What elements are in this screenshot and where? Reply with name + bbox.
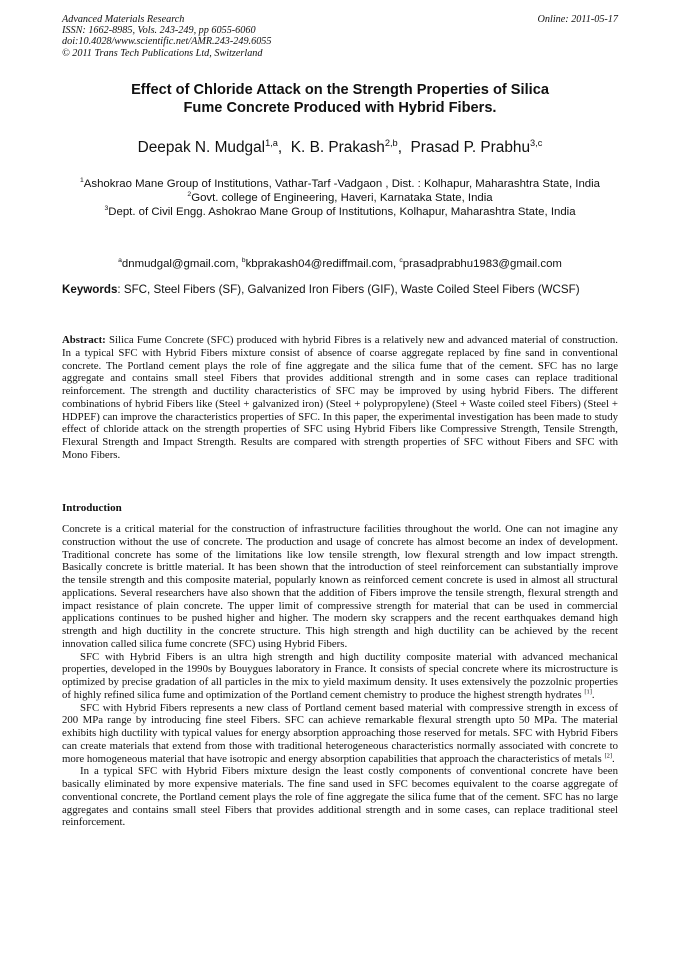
affiliation-superscript: 1 <box>79 177 84 185</box>
online-date: Online: 2011-05-17 <box>537 14 618 25</box>
paragraph-text: SFC with Hybrid Fibers represents a new class of Portland cement based material with compressive strength in excess of 200 MPa range by introducing fine steel Fibers. SFC can achieve remarkable flexural strength upto 50 MPa. The material exhibits high ductility with typical values for energy absorption approaching those reserved for metals. SFC with Hybrid Fibers can create materials that extend from those with traditional heterogeneous characteristics normally associated with concrete to more homogeneous material that have isotropic and energy absorption capabilities that approach the characteristics of metals <box>62 701 618 765</box>
abstract-text: Silica Fume Concrete (SFC) produced with hybrid Fibres is a relatively new and advanced material of construction. In a typical SFC with Hybrid Fibers mixture consist of absence of coarse aggregate replaced by fine sand in conventional concrete. The Portland cement plays the role of fine aggregate and the silica fume that of the cement. SFC has no large aggregate and contains small steel Fibers that provides additional strength and in some cases can replace traditional reinforcement. The strength and ductility characteristics of SFC may be improved by using hybrid Fibers. The different combinations of hybrid Fibers like (Steel + galvanized iron) (Steel + polypropylene) (Steel + Waste coiled steel Fibers) (Steel + HDPEF) can improve the characteristics properties of SFC. In this paper, the experimental investigation has been made to study effect of chloride attack on the strength properties of SFC using Hybrid Fibers like Compressive Strength, Tensile Strength, Flexural Strength and Impact Strength. Results are compared with strength properties of SFC without Fibers and SFC with Mono Fibers. <box>62 334 618 461</box>
affiliation-2 <box>62 191 618 205</box>
journal-header <box>62 14 618 59</box>
affiliation-1 <box>62 177 618 191</box>
journal-doi: doi:10.4028/www.scientific.net/AMR.243-249.6055 <box>62 36 272 48</box>
paragraph-text: SFC with Hybrid Fibers is an ultra high strength and high ductility composite material with advanced mechanical properties, developed in the 1990s by Bouygues laboratory in France. It consists of special concrete where its microstructure is optimized by precise gradation of all particles in the mix to yield maximum density. It uses extensively the pozzolnic properties of highly refined silica fume and optimization of the Portland cement chemistry to produce the highest strength hydrates <box>62 650 618 701</box>
email-superscript: c <box>399 257 403 265</box>
title-line-2: Fume Concrete Produced with Hybrid Fibers. <box>183 99 497 116</box>
affiliation-text: Govt. college of Engineering, Haveri, Karnataka State, India <box>191 192 493 205</box>
paragraph: In a typical SFC with Hybrid Fibers mixture design the least costly components of conventional concrete have been basically eliminated by more expensive materials. The fine sand used in SFC becomes equivalent to the coarse aggregate of conventional concrete, the Portland cement plays the role of fine aggregate the silica fume that of the cement. SFC has no large aggregates and contains small steel Fibers that provides additional strength and in some cases, can replace traditional steel reinforcement. <box>62 765 618 829</box>
author-name: Deepak N. Mudgal <box>137 139 266 156</box>
author-list: Deepak N. Mudgal$^{1,a}$, K. B. Prakash$^{2,b}$, Prasad P. Prabhu$^{3,c}$ <box>137 137 543 156</box>
citation-ref[interactable]: [2] <box>604 751 613 759</box>
email-link[interactable]: dnmudgal@gmail.com, <box>121 258 239 270</box>
affiliation-superscript: 3 <box>104 205 109 213</box>
paragraph: Concrete is a critical material for the construction of infrastructure facilities throughout the world. One can not imagine any construction without the use of concrete. The production and usage of concrete has almost become an index of development. Traditional concrete has some of the limitations like low tensile strength, low flexural strength and low impact strength. Basically concrete is brittle material. It has been shown that the introduction of steel reinforcement can substantially improve the tensile strength and this composite material, popularly known as reinforced cement concrete is used in almost all structural applications. Several researchers have also shown that the addition of Fibers improve the tensile strength, flexural strength and impact resistance of plain concrete. The upper limit of compressive strength for material that can be used in commercial applications continues to be pushed higher and higher. The modern sky scrappers and the recent earthquakes demand high strength and high ductility in the concrete structure. This high strength and high ductility can be achieved by the recent innovation called silica fume concrete (SFC) using Hybrid Fibers. <box>62 523 618 650</box>
author-name: Prasad P. Prabhu <box>410 139 531 156</box>
email-link[interactable]: kbprakash04@rediffmail.com, <box>245 258 397 270</box>
keywords-text: : SFC, Steel Fibers (SF), Galvanized Iron Fibers (GIF), Waste Coiled Steel Fibers (WCSF) <box>117 283 580 296</box>
paragraph <box>62 702 618 766</box>
journal-issn: ISSN: 1662-8985, Vols. 243-249, pp 6055-6060 <box>62 25 256 37</box>
journal-name: Advanced Materials Research <box>62 14 185 25</box>
paragraph <box>62 651 618 702</box>
keywords-label: Keywords <box>62 283 118 296</box>
section-heading-introduction: Introduction <box>62 502 122 514</box>
author-emails <box>62 257 618 271</box>
author-name: K. B. Prakash <box>290 139 385 156</box>
author-superscript: 3,c <box>530 137 543 148</box>
keywords <box>62 283 618 298</box>
affiliation-3 <box>62 205 618 219</box>
abstract-label: Abstract: <box>62 334 106 346</box>
paper-title <box>62 82 618 117</box>
paragraph-end: . <box>591 688 595 701</box>
author-superscript: 1,a <box>265 137 278 148</box>
paragraph-end: . <box>612 752 615 765</box>
citation-ref[interactable]: [1] <box>584 688 592 696</box>
abstract <box>62 334 618 462</box>
email-superscript: a <box>118 257 122 265</box>
email-link[interactable]: prasadprabhu1983@gmail.com <box>402 258 562 270</box>
introduction-body <box>62 523 618 829</box>
email-superscript: b <box>241 257 246 265</box>
author-superscript: 2,b <box>384 137 398 148</box>
title-line-1: Effect of Chloride Attack on the Strength Properties of Silica <box>131 82 549 98</box>
affiliation-superscript: 2 <box>187 191 192 199</box>
affiliations <box>62 177 618 220</box>
journal-copyright: © 2011 Trans Tech Publications Ltd, Switzerland <box>62 47 263 59</box>
affiliation-text: Dept. of Civil Engg. Ashokrao Mane Group of Institutions, Kolhapur, Maharashtra State, India <box>108 206 576 219</box>
affiliation-text: Ashokrao Mane Group of Institutions, Vathar-Tarf -Vadgaon , Dist. : Kolhapur, Maharashtra State, India <box>83 178 601 190</box>
